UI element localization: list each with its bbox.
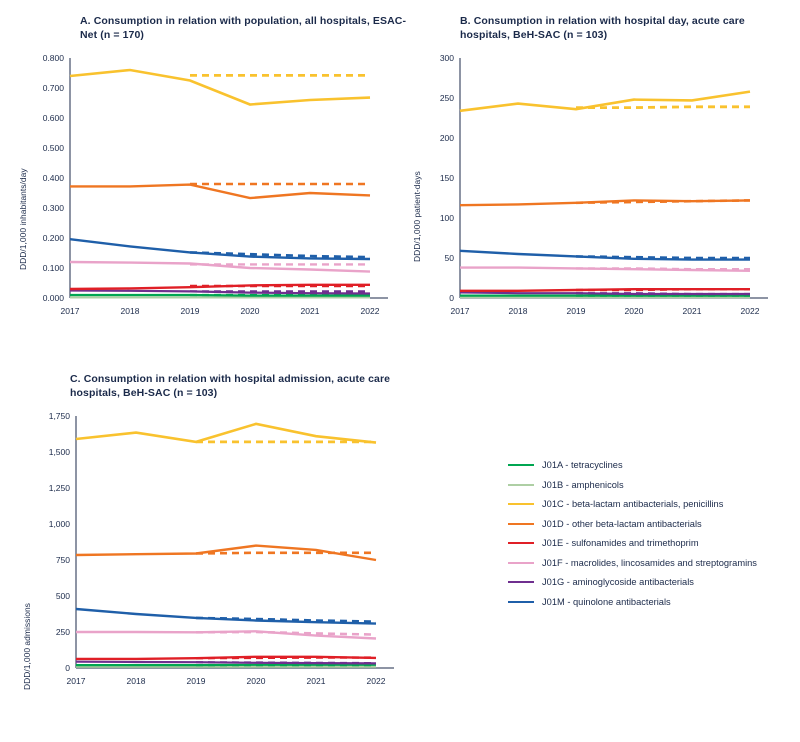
panel-b-series-j01m [460,251,750,260]
panel-b-series-j01e-dashed [576,289,750,290]
panel-c-y-axis-label: DDD/1,000 admissions [22,603,32,690]
svg-text:1,000: 1,000 [48,519,70,529]
legend-swatch-j01b [508,484,534,486]
svg-text:2020: 2020 [624,306,644,316]
panel-b-series-j01f-dashed [576,268,750,269]
legend-label-j01e: J01E - sulfonamides and trimethoprim [542,538,699,548]
svg-text:0.400: 0.400 [42,173,64,183]
legend-swatch-j01m [508,601,534,603]
panel-a-y-axis-label: DDD/1,000 inhabitants/day [18,168,28,270]
legend-item-j01g [508,577,793,587]
svg-text:2022: 2022 [740,306,760,316]
chart-legend [508,460,793,616]
svg-text:0.700: 0.700 [42,83,64,93]
panel-c-title: C. Consumption in relation with hospital admission, acute care hospitals, BeH-SAC (n = 103) [70,373,391,400]
panel-c-svg [48,411,416,706]
legend-item-j01m [508,597,793,607]
legend-label-j01m: J01M - quinolone antibacterials [542,596,671,607]
legend-label-j01f: J01F - macrolides, lincosamides and streptogramins [542,557,757,568]
svg-text:2017: 2017 [66,676,86,686]
svg-text:200: 200 [439,133,454,143]
svg-text:0.000: 0.000 [42,293,64,303]
svg-text:2020: 2020 [240,306,260,316]
legend-swatch-j01e [508,542,534,544]
svg-text:2017: 2017 [60,306,80,316]
legend-label-j01g: J01G - aminoglycoside antibacterials [542,577,694,587]
svg-text:1,500: 1,500 [48,447,70,457]
panel-b-series-j01c-dashed [576,107,750,108]
svg-text:50: 50 [444,253,454,263]
panel-a-series-j01d [70,185,370,199]
legend-item-j01f [508,558,793,568]
svg-text:250: 250 [439,93,454,103]
legend-swatch-j01g [508,581,534,583]
svg-text:2021: 2021 [300,306,320,316]
legend-item-j01a [508,460,793,470]
svg-text:0.500: 0.500 [42,143,64,153]
svg-text:0.300: 0.300 [42,203,64,213]
svg-text:150: 150 [439,173,454,183]
svg-text:2022: 2022 [360,306,380,316]
legend-item-j01b [508,480,793,490]
panel-c-series-j01d-dashed [196,553,376,554]
svg-text:2021: 2021 [306,676,326,686]
svg-text:2019: 2019 [566,306,586,316]
panel-c-series-j01c [76,424,376,443]
panel-b-plot [439,53,790,328]
svg-text:1,250: 1,250 [48,483,70,493]
panel-a-title: A. Consumption in relation with population, all hospitals, ESAC-Net (n = 170) [80,15,407,42]
legend-label-j01d: J01D - other beta-lactam antibacterials [542,518,702,529]
svg-text:0.100: 0.100 [42,263,64,273]
panel-a-svg [42,53,410,328]
legend-item-j01d [508,519,793,529]
panel-b-svg [439,53,790,328]
legend-item-j01c [508,499,793,509]
svg-text:250: 250 [55,627,70,637]
svg-text:2020: 2020 [246,676,266,686]
svg-text:0: 0 [65,663,70,673]
panel-b-series-j01m-dashed [576,256,750,258]
legend-swatch-j01c [508,503,534,505]
svg-text:2021: 2021 [682,306,702,316]
panel-b-x-ticks [451,306,760,316]
panel-a-x-ticks [61,306,380,316]
legend-label-j01c: J01C - beta-lactam antibacterials, penicillins [542,499,724,509]
legend-swatch-j01a [508,464,534,466]
legend-item-j01e [508,538,793,548]
svg-text:2019: 2019 [180,306,200,316]
svg-text:2018: 2018 [508,306,528,316]
svg-text:2022: 2022 [366,676,386,686]
svg-text:0.200: 0.200 [42,233,64,243]
svg-text:2017: 2017 [450,306,470,316]
svg-text:0.800: 0.800 [42,53,64,63]
legend-label-j01a: J01A - tetracyclines [542,460,623,470]
svg-text:2018: 2018 [120,306,140,316]
panel-c-x-ticks [67,676,386,686]
panel-c-plot [48,411,416,706]
panel-a-plot [42,53,410,328]
svg-text:750: 750 [55,555,70,565]
panel-b-series-j01g-dashed [576,293,750,294]
svg-text:2019: 2019 [186,676,206,686]
svg-text:0: 0 [449,293,454,303]
panel-b-y-axis-label: DDD/1,000 patient-days [412,171,422,262]
legend-swatch-j01d [508,523,534,525]
panel-a-y-ticks [43,53,65,303]
svg-text:0.600: 0.600 [42,113,64,123]
svg-text:300: 300 [439,53,454,63]
svg-text:100: 100 [439,213,454,223]
svg-text:2018: 2018 [126,676,146,686]
legend-swatch-j01f [508,562,534,564]
svg-text:1,750: 1,750 [48,411,70,421]
svg-text:500: 500 [55,591,70,601]
legend-label-j01b: J01B - amphenicols [542,479,624,490]
panel-b-title: B. Consumption in relation with hospital day, acute care hospitals, BeH-SAC (n = 103) [460,15,745,42]
